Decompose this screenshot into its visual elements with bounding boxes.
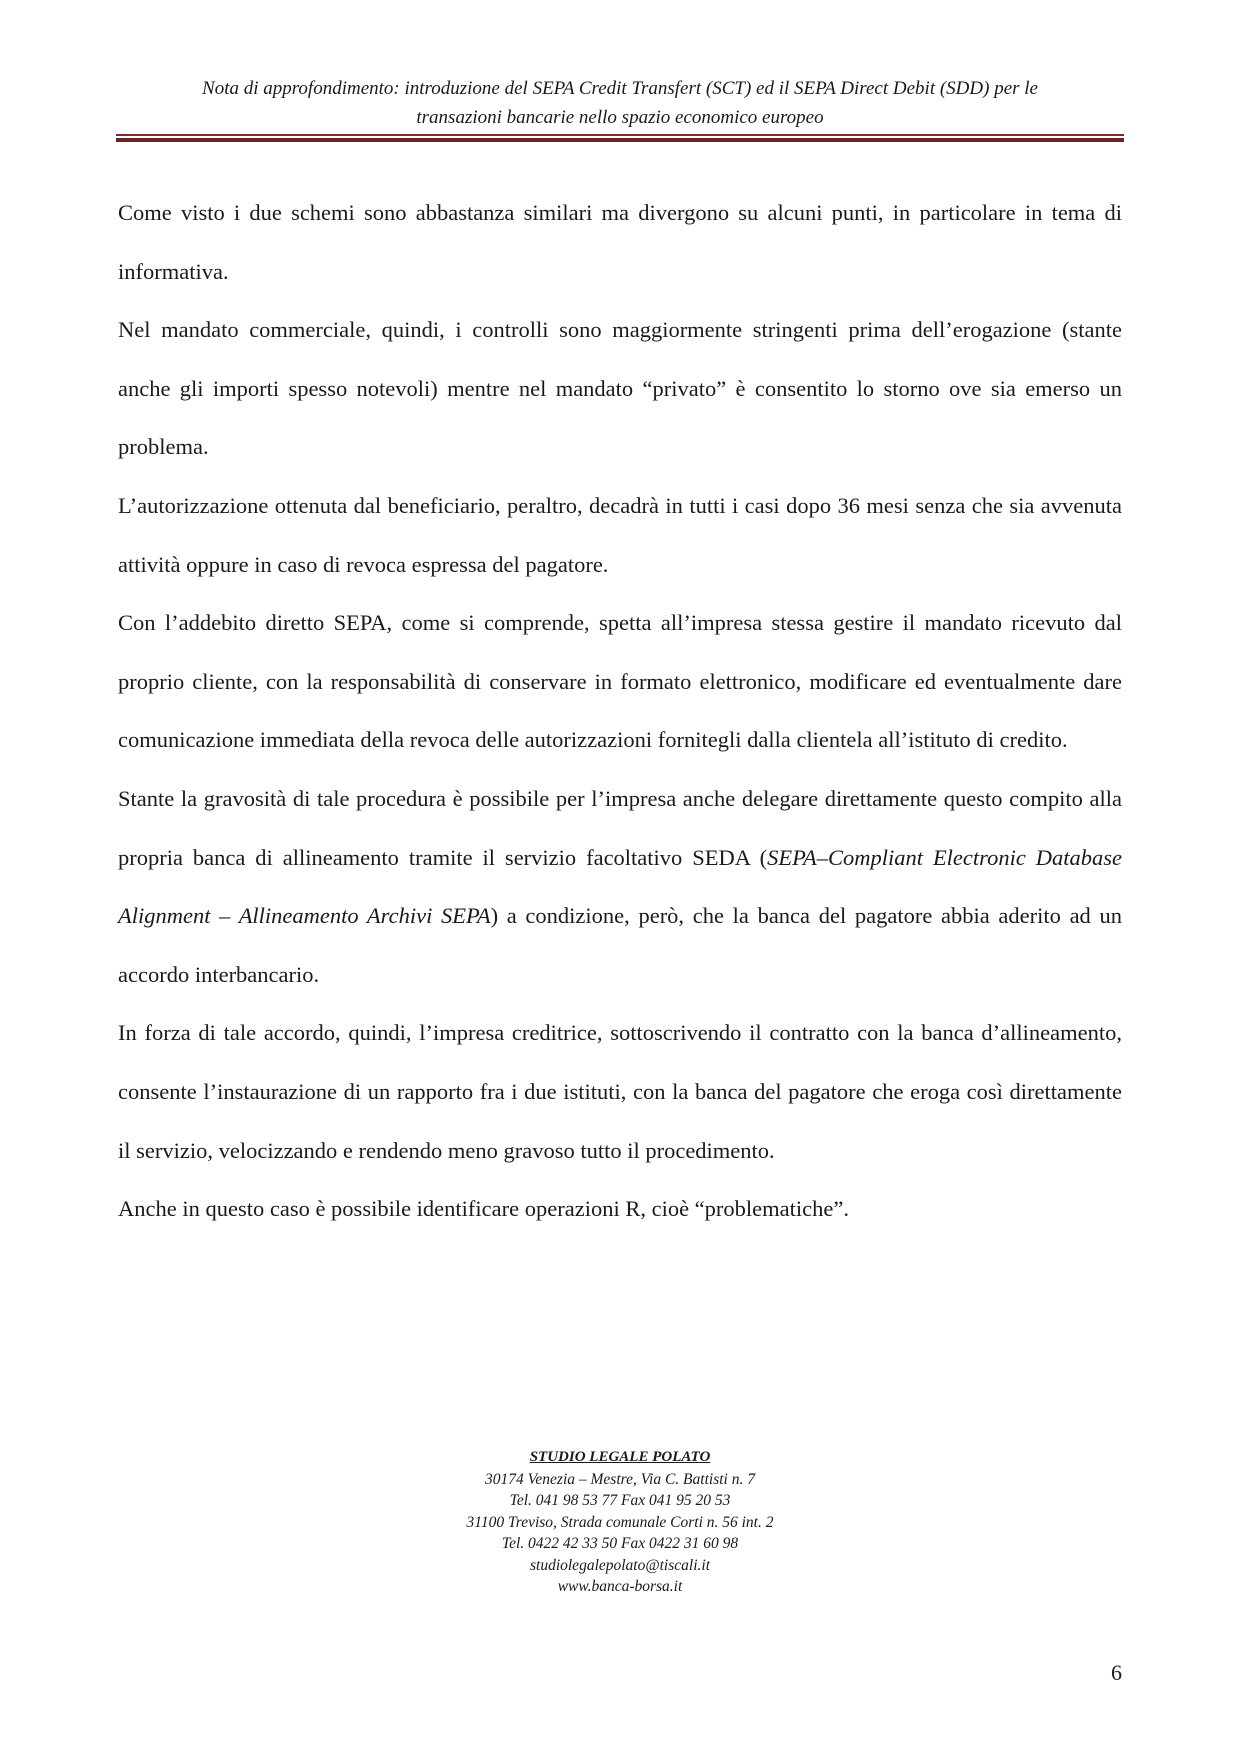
footer-website: www.banca-borsa.it bbox=[557, 1578, 683, 1595]
footer-phone-venezia: Tel. 041 98 53 77 Fax 041 95 20 53 bbox=[509, 1492, 731, 1509]
paragraph-5-italic: SEPA–Compliant Electronic Database Alignment – Allineamento Archivi SEPA bbox=[118, 844, 1122, 929]
paragraph-4: Con l’addebito diretto SEPA, come si comprende, spetta all’impresa stessa gestire il mandato ricevuto dal proprio cliente, con la responsabilità di conservare in formato elettronico, modificare ed eventualmente dare comunicazione immediata della revoca delle autorizzazioni fornitegli dalla clientela all’istituto di credito. bbox=[118, 610, 1122, 753]
paragraph-1: Come visto i due schemi sono abbastanza similari ma divergono su alcuni punti, in particolare in tema di informativa. bbox=[118, 200, 1122, 284]
page-footer bbox=[318, 1447, 922, 1598]
firm-name: STUDIO LEGALE POLATO bbox=[529, 1449, 711, 1465]
paragraph-6: In forza di tale accordo, quindi, l’impresa creditrice, sottoscrivendo il contratto con la banca d’allineamento, consente l’instaurazione di un rapporto fra i due istituti, con la banca del pagatore che eroga così direttamente il servizio, velocizzando e rendendo meno gravoso tutto il procedimento. bbox=[118, 1020, 1122, 1163]
header-title-line-1: Nota di approfondimento: introduzione del SEPA Credit Transfert (SCT) ed il SEPA Direct Debit (SDD) per le bbox=[202, 78, 1038, 99]
header-title-line-2: transazioni bancarie nello spazio economico europeo bbox=[416, 107, 824, 128]
page-number: 6 bbox=[1111, 1660, 1122, 1685]
paragraph-5 bbox=[118, 770, 1122, 1004]
paragraph-3: L’autorizzazione ottenuta dal beneficiario, peraltro, decadrà in tutti i casi dopo 36 mesi senza che sia avvenuta attività oppure in caso di revoca espressa del pagatore. bbox=[118, 492, 1122, 577]
header-divider bbox=[116, 134, 1124, 143]
page-header bbox=[118, 74, 1122, 132]
footer-address-venezia: 30174 Venezia – Mestre, Via C. Battisti n. 7 bbox=[485, 1470, 755, 1488]
paragraph-5-start: Stante la gravosità di tale procedura è possibile per l’impresa anche delegare direttamente questo compito alla propria banca di allineamento tramite il servizio facoltativo SEDA ( bbox=[118, 785, 1122, 870]
footer-phone-treviso: Tel. 0422 42 33 50 Fax 0422 31 60 98 bbox=[501, 1535, 739, 1552]
header-divider-thick bbox=[116, 138, 1124, 142]
footer-address-treviso: 31100 Treviso, Strada comunale Corti n. 56 int. 2 bbox=[466, 1513, 774, 1531]
header-divider-thin bbox=[116, 134, 1124, 136]
paragraph-2: Nel mandato commerciale, quindi, i controlli sono maggiormente stringenti prima dell’erogazione (stante anche gli importi spesso notevoli) mentre nel mandato “privato” è consentito lo storno ove sia emerso un problema. bbox=[118, 317, 1122, 460]
document-body bbox=[118, 184, 1122, 1239]
paragraph-5-end: ) a condizione, però, che la banca del pagatore abbia aderito ad un accordo interbancario. bbox=[118, 903, 1122, 987]
footer-email: studiolegalepolato@tiscali.it bbox=[529, 1556, 710, 1574]
paragraph-7: Anche in questo caso è possibile identificare operazioni R, cioè “problematiche”. bbox=[118, 1196, 849, 1222]
